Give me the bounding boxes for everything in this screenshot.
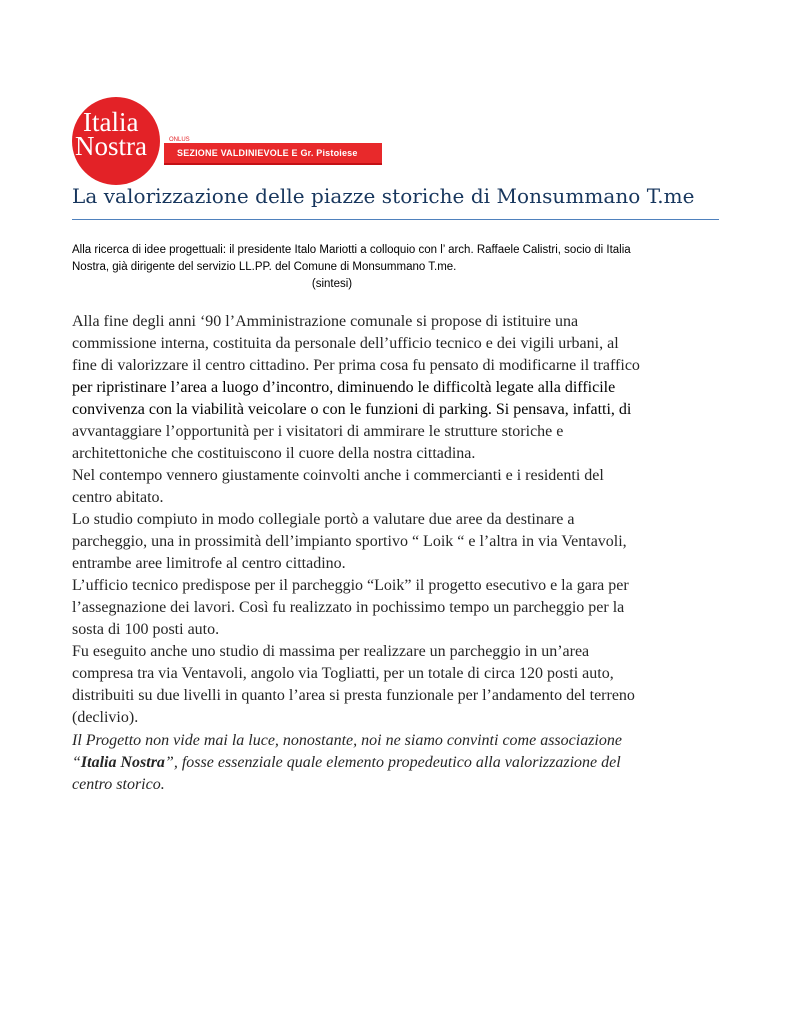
body-line: Alla fine degli anni ‘90 l’Amministrazione comunale si propose di istituire una	[72, 313, 579, 330]
logo-mark: ONLUS	[169, 137, 190, 143]
logo-text-line2: Nostra	[75, 131, 147, 161]
section-banner	[164, 143, 382, 165]
closing-line-2	[72, 752, 732, 774]
section-label: SEZIONE VALDINIEVOLE E Gr. Pistoiese	[177, 148, 358, 158]
article-subtitle	[72, 242, 732, 293]
body-line: Nel contempo vennero giustamente coinvolti anche i commercianti e i residenti del	[72, 467, 604, 484]
association-name: Italia Nostra	[80, 754, 165, 771]
body-line: L’ufficio tecnico predispose per il parcheggio “Loik” il progetto esecutivo e la gara per	[72, 577, 629, 594]
body-line: entrambe aree limitrofe al centro cittadino.	[72, 555, 346, 572]
body-line: architettoniche che costituiscono il cuore della nostra cittadina.	[72, 445, 476, 462]
page-title: La valorizzazione delle piazze storiche di Monsummano T.me	[72, 184, 695, 208]
closing-line-3: centro storico.	[72, 776, 165, 793]
body-line: fine di valorizzare il centro cittadino. Per prima cosa fu pensato di modificarne il traffico	[72, 357, 640, 374]
subtitle-line-2: Nostra, già dirigente del servizio LL.PP. del Comune di Monsummano T.me.	[72, 261, 457, 273]
body-line: centro abitato.	[72, 489, 164, 506]
body-line: l’assegnazione dei lavori. Così fu realizzato in pochissimo tempo un parcheggio per la	[72, 599, 625, 616]
title-underline	[72, 219, 719, 220]
body-line: distribuiti su due livelli in quanto l’area si presta funzionale per l’andamento del terreno	[72, 687, 635, 704]
closing-line-2-rest: ”, fosse essenziale quale elemento propedeutico alla valorizzazione del	[164, 754, 621, 771]
body-line: Fu eseguito anche uno studio di massima per realizzare un parcheggio in un’area	[72, 643, 590, 660]
body-line: per ripristinare l’area a luogo d’incontro, diminuendo le difficoltà legate alla difficile	[72, 379, 616, 396]
closing-paragraph	[72, 730, 732, 796]
body-line: convivenza con la viabilità veicolare o con le funzioni di parking. Si pensava, infatti, di	[72, 401, 632, 418]
body-line: compresa tra via Ventavoli, angolo via Togliatti, per un totale di circa 120 posti auto,	[72, 665, 614, 682]
body-line: parcheggio, una in prossimità dell’impianto sportivo “ Loik “ e l’altra in via Ventavoli,	[72, 533, 627, 550]
subtitle-line-1: Alla ricerca di idee progettuali: il presidente Italo Mariotti a colloquio con l’ arch. Raffaele Calistri, socio di Italia	[72, 244, 631, 256]
body-line: commissione interna, costituita da personale dell’ufficio tecnico e dei vigili urbani, al	[72, 335, 619, 352]
body-line: avvantaggiare l’opportunità per i visitatori di ammirare le strutture storiche e	[72, 423, 564, 440]
subtitle-note: (sintesi)	[311, 278, 353, 290]
open-quote: “	[72, 754, 81, 771]
body-line: sosta di 100 posti auto.	[72, 621, 220, 638]
logo-text-line1: Italia	[83, 107, 139, 137]
article-body	[72, 311, 732, 729]
italia-nostra-logo	[72, 97, 190, 185]
body-line: (declivio).	[72, 709, 139, 726]
closing-line-1: Il Progetto non vide mai la luce, nonostante, noi ne siamo convinti come associazione	[72, 732, 622, 749]
body-line: Lo studio compiuto in modo collegiale portò a valutare due aree da destinare a	[72, 511, 575, 528]
